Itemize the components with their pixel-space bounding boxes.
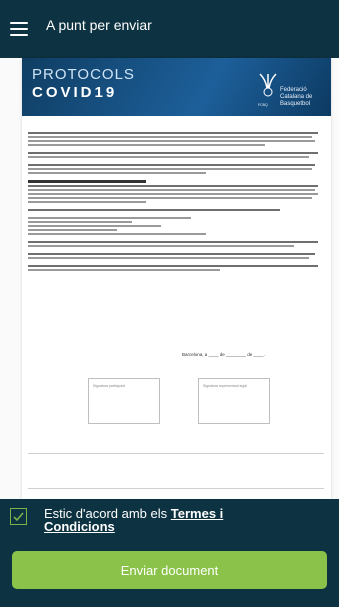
document-banner bbox=[22, 58, 331, 116]
divider bbox=[28, 453, 324, 454]
terms-checkbox[interactable] bbox=[10, 508, 27, 525]
terms-link[interactable]: Termes i Condicions bbox=[44, 506, 224, 534]
place-date-line: Barcelona, a ____ de ________ de ____. bbox=[182, 352, 265, 357]
page-title: A punt per enviar bbox=[46, 17, 152, 33]
terms-agreement bbox=[44, 507, 244, 533]
checkmark-icon bbox=[12, 510, 25, 523]
document-page bbox=[22, 58, 331, 499]
federation-logo-icon bbox=[258, 72, 278, 100]
federation-name: Federació Catalana de Basquetbol bbox=[280, 87, 313, 107]
federation-acronym: FCBQ bbox=[258, 103, 268, 107]
app-header bbox=[0, 0, 339, 58]
send-document-button[interactable]: Enviar document bbox=[12, 551, 327, 589]
terms-agreement-label: Estic d'acord amb els bbox=[44, 506, 171, 521]
footer-actions bbox=[0, 499, 339, 607]
divider bbox=[28, 488, 324, 489]
document-body-text bbox=[28, 132, 324, 273]
banner-title-line1: PROTOCOLS bbox=[32, 66, 135, 83]
signature-box-legal-representative: Signatura representant legal bbox=[198, 378, 270, 424]
signature-box-participant: Signatura participant bbox=[88, 378, 160, 424]
hamburger-menu-icon[interactable] bbox=[10, 22, 28, 36]
document-viewer[interactable] bbox=[0, 58, 339, 499]
banner-title-line2: COVID19 bbox=[32, 84, 118, 101]
